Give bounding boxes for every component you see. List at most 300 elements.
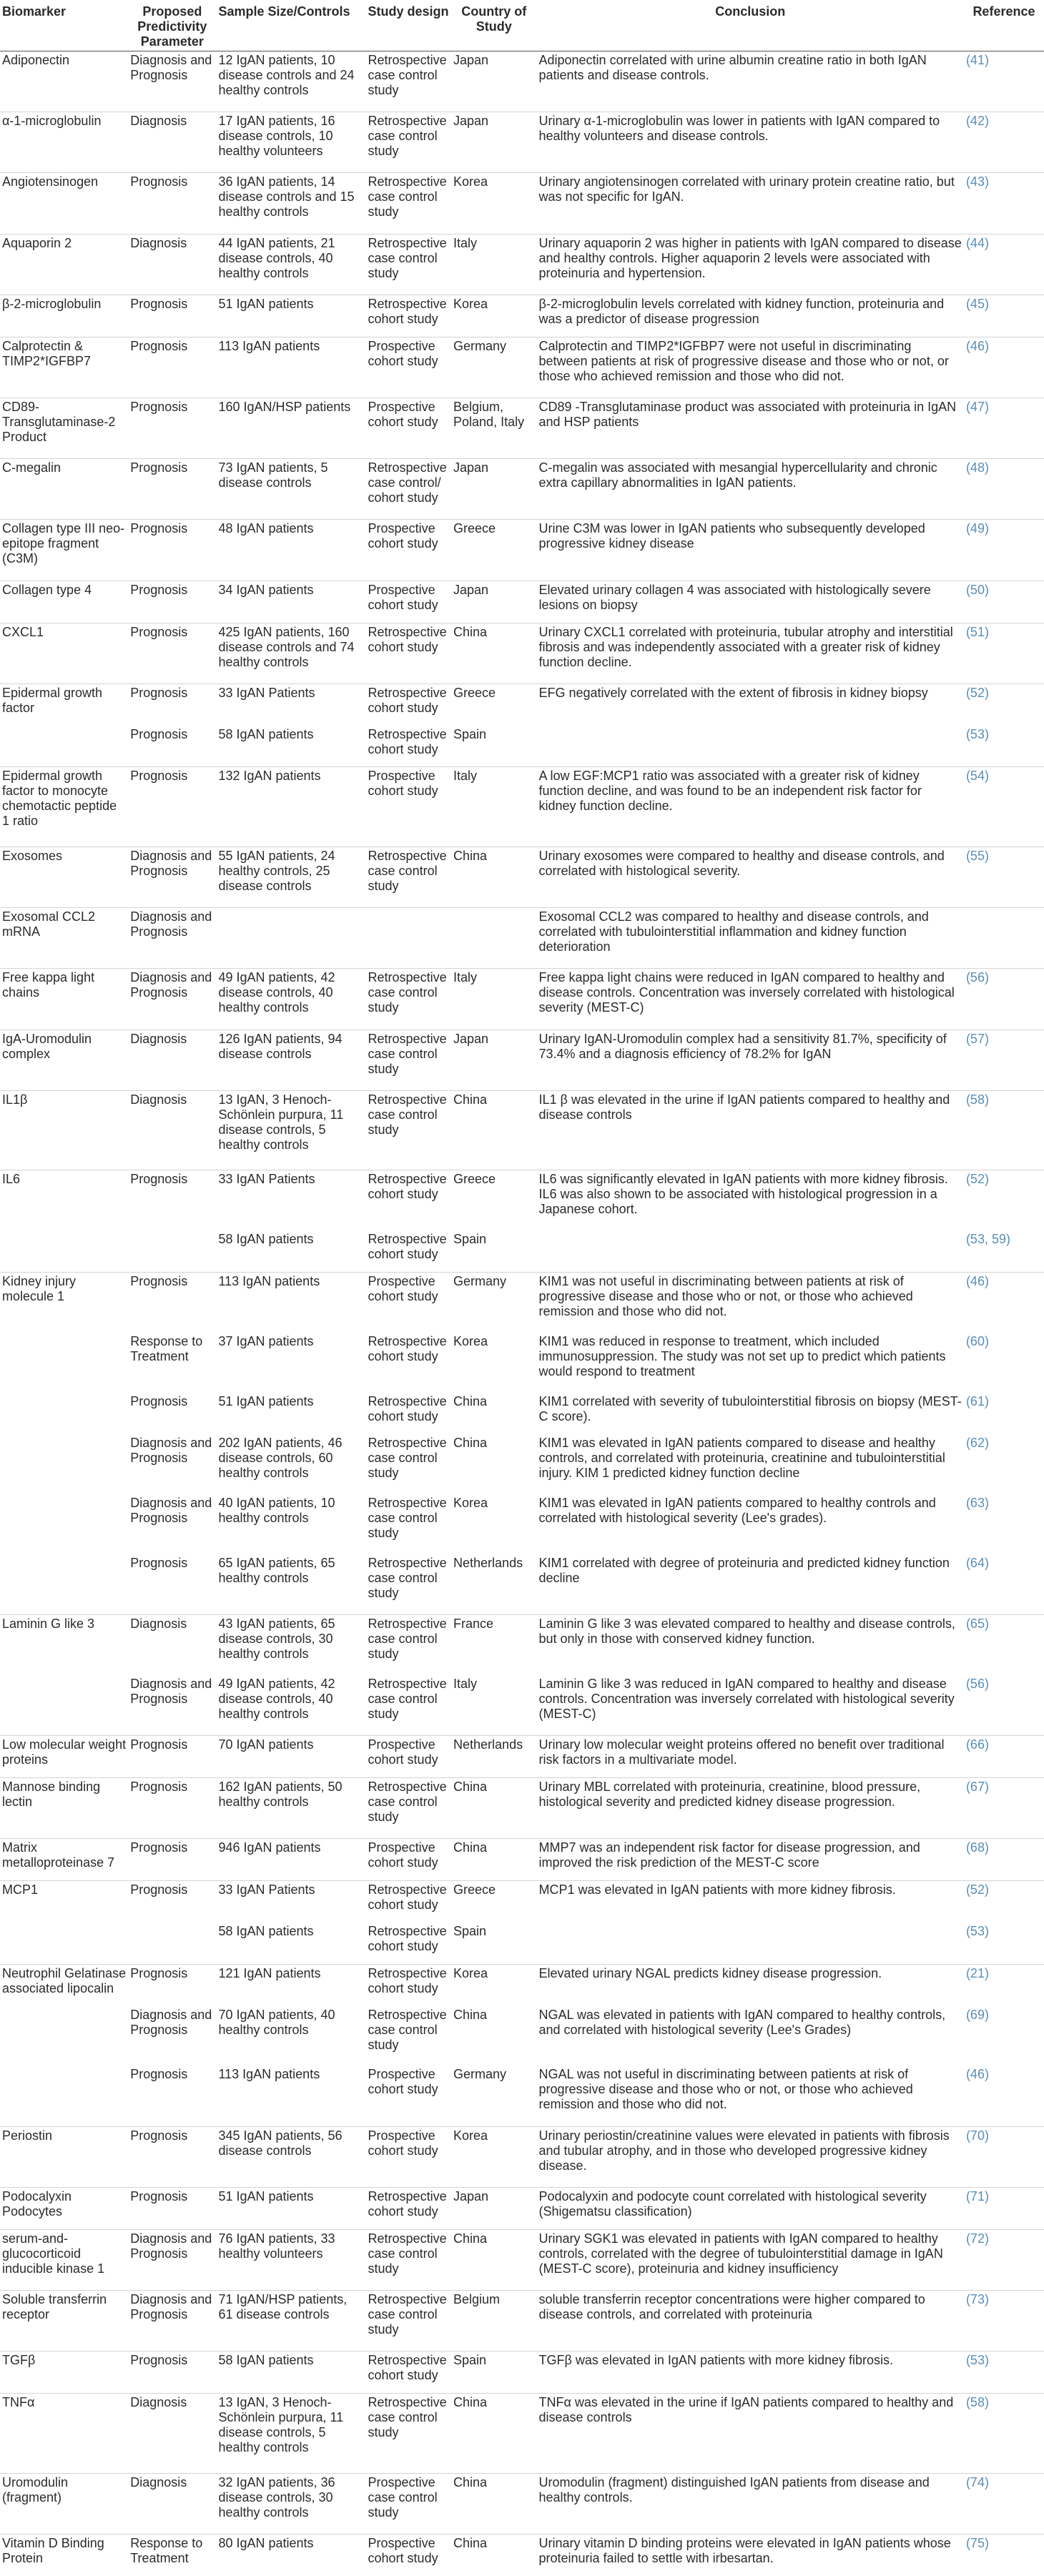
table-body xyxy=(0,51,1044,2576)
table-row xyxy=(0,2229,1044,2290)
cell-reference: (52) xyxy=(965,1882,989,1898)
cell-sample: 49 IgAN patients, 42 disease controls, 40 healthy controls xyxy=(218,970,335,1015)
cell-conclusion: Laminin G like 3 was reduced in IgAN compared to healthy and disease controls. Concentration was inversely correlated with histological severity (MEST-C) xyxy=(538,1677,955,1722)
cell-design: Retrospective case control study xyxy=(368,2395,447,2440)
cell-reference: (46) xyxy=(965,2067,989,2082)
cell-biomarker: CXCL1 xyxy=(2,624,44,639)
table-row xyxy=(0,1881,1044,1923)
cell-sample: 55 IgAN patients, 24 healthy controls, 25 disease controls xyxy=(218,848,335,893)
cell-biomarker xyxy=(0,1494,128,1554)
cell-param: Diagnosis and Prognosis xyxy=(130,1435,212,1465)
cell-reference: (54) xyxy=(965,769,989,784)
cell-biomarker: C-megalin xyxy=(2,460,61,475)
cell-biomarker: Mannose binding lectin xyxy=(2,1780,101,1810)
cell-country: Japan xyxy=(453,53,489,67)
cell-design: Retrospective cohort study xyxy=(368,1965,447,1995)
cell-reference: (56) xyxy=(965,1677,989,1692)
cell-conclusion: NGAL was not useful in discriminating between patients at risk of progressive disease and those who or not, or those who achieved remission and those who did not. xyxy=(538,2067,913,2112)
cell-design xyxy=(366,908,451,969)
cell-biomarker: Exosomes xyxy=(2,848,63,863)
table-row xyxy=(0,581,1044,623)
cell-design: Retrospective case control study xyxy=(368,1616,447,1661)
cell-design: Prospective cohort study xyxy=(368,2128,438,2158)
cell-sample: 40 IgAN patients, 10 healthy controls xyxy=(218,1495,335,1525)
cell-param: Prognosis xyxy=(130,1965,188,1980)
cell-conclusion: Urinary aquaporin 2 was higher in patients with IgAN compared to disease and healthy controls. Higher aquaporin 2 levels were associated with proteinuria and hypertension. xyxy=(538,235,962,280)
cell-reference xyxy=(964,908,1044,969)
cell-design: Retrospective case control study xyxy=(368,1555,447,1600)
cell-conclusion: Free kappa light chains were reduced in IgAN compared to healthy and disease controls. Concentration was inversely correlated with histological severity (MEST-C) xyxy=(538,970,955,1015)
cell-reference: (58) xyxy=(965,1092,989,1107)
cell-biomarker: Free kappa light chains xyxy=(2,970,95,1000)
cell-conclusion xyxy=(537,1230,964,1272)
cell-country: Spain xyxy=(453,1232,487,1247)
cell-sample: 162 IgAN patients, 50 healthy controls xyxy=(218,1780,343,1810)
table-row xyxy=(0,1393,1044,1434)
cell-biomarker: Neutrophil Gelatinase associated lipocalin xyxy=(2,1965,127,1995)
cell-design: Prospective cohort study xyxy=(368,582,438,612)
cell-biomarker: Epidermal growth factor to monocyte chemotactic peptide 1 ratio xyxy=(2,769,117,829)
cell-design: Retrospective case control study xyxy=(368,114,447,159)
cell-param: Diagnosis xyxy=(130,114,187,129)
cell-reference: (66) xyxy=(965,1737,989,1752)
cell-conclusion: IL6 was significantly elevated in IgAN patients with more kidney fibrosis. IL6 was also shown to be associated with histological progression in a Japanese cohort. xyxy=(538,1172,948,1217)
cell-design: Retrospective case control/ cohort study xyxy=(368,460,447,505)
table-row xyxy=(0,969,1044,1030)
cell-param: Prognosis xyxy=(130,521,188,536)
cell-param: Diagnosis and Prognosis xyxy=(130,2291,212,2321)
cell-design: Retrospective case control study xyxy=(368,1435,447,1480)
cell-sample: 80 IgAN patients xyxy=(218,2535,314,2550)
cell-reference: (63) xyxy=(965,1495,989,1510)
cell-sample: 121 IgAN patients xyxy=(218,1965,321,1980)
cell-conclusion: Elevated urinary NGAL predicts kidney disease progression. xyxy=(538,1965,882,1980)
cell-country: Korea xyxy=(453,2128,488,2143)
cell-country: Japan xyxy=(453,2188,489,2204)
cell-design: Prospective cohort study xyxy=(368,769,438,799)
cell-country: Korea xyxy=(453,296,488,311)
cell-biomarker: Matrix metalloproteinase 7 xyxy=(2,1840,115,1870)
table-row xyxy=(0,1230,1044,1272)
cell-conclusion: MMP7 was an independent risk factor for disease progression, and improved the risk prediction of the MEST-C score xyxy=(538,1840,920,1870)
cell-biomarker: IL1β xyxy=(2,1092,28,1107)
cell-reference: (47) xyxy=(965,400,989,414)
cell-sample: 345 IgAN patients, 56 disease controls xyxy=(218,2128,343,2158)
cell-param: Diagnosis xyxy=(130,1092,187,1107)
cell-conclusion: KIM1 was elevated in IgAN patients compared to healthy controls and correlated with histological severity (Lee's grades). xyxy=(538,1495,936,1525)
header-biomarker: Biomarker xyxy=(2,4,67,19)
cell-param: Diagnosis and Prognosis xyxy=(130,53,212,82)
cell-country: Spain xyxy=(453,726,487,741)
cell-country xyxy=(451,908,536,969)
table-row xyxy=(0,337,1044,398)
cell-reference: (55) xyxy=(965,848,989,863)
cell-reference: (74) xyxy=(965,2474,989,2489)
cell-reference: (21) xyxy=(965,1965,989,1980)
cell-conclusion: Urinary IgAN-Uromodulin complex had a sensitivity 81.7%, specificity of 73.4% and a diagnosis efficiency of 78.2% for IgAN xyxy=(538,1031,947,1061)
cell-reference: (53) xyxy=(965,726,989,741)
cell-param: Prognosis xyxy=(130,1780,188,1795)
cell-biomarker: Angiotensinogen xyxy=(2,174,99,189)
cell-param xyxy=(128,1230,216,1272)
cell-sample: 17 IgAN patients, 16 disease controls, 10 healthy volunteers xyxy=(218,114,335,159)
cell-sample: 32 IgAN patients, 36 disease controls, 30 healthy controls xyxy=(218,2474,335,2520)
cell-reference: (44) xyxy=(965,235,989,250)
cell-design: Retrospective cohort study xyxy=(368,1334,447,1364)
cell-conclusion: MCP1 was elevated in IgAN patients with more kidney fibrosis. xyxy=(538,1882,896,1898)
table-row xyxy=(0,1964,1044,2005)
cell-country: China xyxy=(453,848,488,863)
cell-param: Prognosis xyxy=(130,460,188,475)
cell-sample: 65 IgAN patients, 65 healthy controls xyxy=(218,1555,335,1585)
cell-param: Prognosis xyxy=(130,2353,188,2368)
cell-reference: (57) xyxy=(965,1031,989,1046)
cell-design: Retrospective cohort study xyxy=(368,296,447,326)
cell-biomarker xyxy=(0,1675,128,1736)
cell-country: Korea xyxy=(453,1334,488,1349)
table-row xyxy=(0,726,1044,767)
cell-biomarker xyxy=(0,2006,128,2066)
cell-sample: 33 IgAN Patients xyxy=(218,685,315,700)
table-row xyxy=(0,1736,1044,1778)
cell-reference: (46) xyxy=(965,1274,989,1289)
cell-country: China xyxy=(453,1394,488,1409)
cell-param: Prognosis xyxy=(130,1882,188,1898)
cell-design: Retrospective case control study xyxy=(368,1092,447,1137)
cell-country: China xyxy=(453,2474,488,2489)
cell-sample: 113 IgAN patients xyxy=(218,338,320,353)
cell-design: Retrospective case control study xyxy=(368,235,447,280)
cell-param: Diagnosis and Prognosis xyxy=(130,2231,212,2261)
cell-param: Response to Treatment xyxy=(130,1334,203,1364)
cell-design: Retrospective case control study xyxy=(368,848,447,893)
cell-reference: (49) xyxy=(965,521,989,536)
cell-reference: (72) xyxy=(965,2231,989,2246)
cell-sample: 33 IgAN Patients xyxy=(218,1882,315,1898)
cell-param: Prognosis xyxy=(130,400,188,414)
header-conclusion: Conclusion xyxy=(715,4,786,19)
cell-reference: (64) xyxy=(965,1555,989,1570)
cell-reference: (41) xyxy=(965,53,989,67)
cell-conclusion: C-megalin was associated with mesangial hypercellularity and chronic extra capillary abnormalities in IgAN patients. xyxy=(538,460,937,490)
cell-design: Prospective cohort study xyxy=(368,2535,438,2565)
cell-country: Korea xyxy=(453,1965,488,1980)
cell-conclusion: Uromodulin (fragment) distinguished IgAN patients from disease and healthy controls. xyxy=(538,2474,930,2505)
table-row xyxy=(0,2534,1044,2576)
cell-country: China xyxy=(453,2395,488,2410)
cell-param: Prognosis xyxy=(130,2067,188,2082)
table-row xyxy=(0,459,1044,520)
cell-design: Retrospective cohort study xyxy=(368,2188,447,2219)
cell-reference: (71) xyxy=(965,2188,989,2204)
cell-sample: 43 IgAN patients, 65 disease controls, 30 healthy controls xyxy=(218,1616,335,1661)
table-row xyxy=(0,51,1044,112)
cell-biomarker: Collagen type III neo-epitope fragment (C3M) xyxy=(2,521,125,566)
cell-sample: 36 IgAN patients, 14 disease controls and 15 healthy controls xyxy=(218,174,355,219)
cell-sample: 51 IgAN patients xyxy=(218,2188,314,2204)
cell-conclusion: β-2-microglobulin levels correlated with kidney function, proteinuria and was a predictor of disease progression xyxy=(538,296,945,326)
cell-country: Italy xyxy=(453,235,478,250)
cell-sample: 76 IgAN patients, 33 healthy volunteers xyxy=(218,2231,335,2261)
table-row xyxy=(0,173,1044,234)
cell-conclusion: Laminin G like 3 was elevated compared to healthy and disease controls, but only in those with conserved kidney function. xyxy=(538,1616,955,1646)
cell-design: Retrospective cohort study xyxy=(368,2353,447,2383)
cell-country: China xyxy=(453,1780,488,1795)
cell-sample: 33 IgAN Patients xyxy=(218,1172,315,1187)
cell-biomarker xyxy=(0,1230,128,1272)
cell-conclusion: soluble transferrin receptor concentrations were higher compared to disease controls, and correlated with proteinuria xyxy=(538,2291,925,2321)
table-row xyxy=(0,1554,1044,1615)
cell-country: Italy xyxy=(453,769,478,784)
cell-country: Italy xyxy=(453,970,478,985)
cell-country: France xyxy=(453,1616,494,1631)
table-row xyxy=(0,2006,1044,2066)
cell-sample: 113 IgAN patients xyxy=(218,2067,320,2082)
cell-conclusion: CD89 -Transglutaminase product was associated with proteinuria in IgAN and HSP patients xyxy=(538,400,957,429)
cell-biomarker: α-1-microglobulin xyxy=(2,114,102,129)
cell-conclusion: Urinary MBL correlated with proteinuria, creatinine, blood pressure, histological severity and predicted kidney disease progression. xyxy=(538,1780,921,1810)
cell-param: Diagnosis xyxy=(130,2474,187,2489)
cell-design: Retrospective cohort study xyxy=(368,726,447,756)
cell-param: Diagnosis xyxy=(130,1031,187,1046)
cell-design: Prospective cohort study xyxy=(368,2067,438,2097)
cell-sample: 425 IgAN patients, 160 disease controls and 74 healthy controls xyxy=(218,624,355,669)
cell-reference: (45) xyxy=(965,296,989,311)
cell-param: Diagnosis and Prognosis xyxy=(130,1677,212,1707)
cell-reference: (52) xyxy=(965,685,989,700)
cell-conclusion: Urinary exosomes were compared to healthy and disease controls, and correlated with histological severity. xyxy=(538,848,945,878)
cell-biomarker: Soluble transferrin receptor xyxy=(2,2291,107,2321)
cell-sample: 51 IgAN patients xyxy=(218,296,314,311)
cell-param: Prognosis xyxy=(130,174,188,189)
cell-reference: (56) xyxy=(965,970,989,985)
cell-country: Japan xyxy=(453,460,489,475)
cell-param: Diagnosis and Prognosis xyxy=(130,909,212,939)
table-row xyxy=(0,2066,1044,2126)
cell-reference: (53) xyxy=(965,2353,989,2368)
cell-country: Netherlands xyxy=(453,1555,523,1570)
table-row xyxy=(0,2187,1044,2229)
cell-design: Prospective case control study xyxy=(368,2474,438,2520)
cell-conclusion: Adiponectin correlated with urine albumin creatine ratio in both IgAN patients and disease controls. xyxy=(538,53,927,82)
cell-design: Retrospective case control study xyxy=(368,2231,447,2276)
table-header xyxy=(0,0,1044,51)
table-row xyxy=(0,908,1044,969)
cell-param: Diagnosis and Prognosis xyxy=(130,2007,212,2037)
cell-conclusion: KIM1 correlated with degree of proteinuria and predicted kidney function decline xyxy=(538,1555,950,1585)
cell-conclusion: Urine C3M was lower in IgAN patients who subsequently developed progressive kidney disease xyxy=(538,521,925,551)
cell-param xyxy=(128,1923,216,1964)
cell-biomarker: CD89-Transglutaminase-2 Product xyxy=(2,400,116,444)
cell-design: Prospective cohort study xyxy=(368,521,438,551)
cell-sample: 49 IgAN patients, 42 disease controls, 40 healthy controls xyxy=(218,1677,335,1722)
cell-param: Prognosis xyxy=(130,1172,188,1187)
cell-reference: (43) xyxy=(965,174,989,189)
cell-sample: 126 IgAN patients, 94 disease controls xyxy=(218,1031,343,1061)
cell-param: Prognosis xyxy=(130,726,188,741)
cell-biomarker xyxy=(0,726,128,767)
cell-param: Prognosis xyxy=(130,2128,188,2143)
cell-reference: (69) xyxy=(965,2007,989,2022)
cell-param: Diagnosis and Prognosis xyxy=(130,970,212,1000)
cell-reference: (75) xyxy=(965,2535,989,2550)
cell-sample: 48 IgAN patients xyxy=(218,521,314,536)
cell-reference: (50) xyxy=(965,582,989,597)
cell-design: Prospective cohort study xyxy=(368,1840,438,1870)
cell-country: Germany xyxy=(453,2067,507,2082)
table-row xyxy=(0,1923,1044,1964)
cell-sample: 160 IgAN/HSP patients xyxy=(218,400,351,414)
cell-biomarker xyxy=(0,2066,128,2126)
cell-sample: 13 IgAN, 3 Henoch-Schönlein purpura, 11 disease controls, 5 healthy controls xyxy=(218,2395,344,2455)
cell-param: Prognosis xyxy=(130,1840,188,1855)
table-row xyxy=(0,398,1044,459)
cell-sample: 113 IgAN patients xyxy=(218,1274,320,1289)
cell-sample: 132 IgAN patients xyxy=(218,769,321,784)
table-row xyxy=(0,2394,1044,2474)
cell-country: China xyxy=(453,1092,488,1107)
cell-country: Japan xyxy=(453,1031,489,1046)
cell-design: Retrospective case control study xyxy=(368,1031,447,1076)
cell-conclusion: KIM1 was reduced in response to treatment, which included immunosuppression. The study was not set up to predict which patients would respond to treatment xyxy=(538,1334,946,1379)
cell-biomarker xyxy=(0,1923,128,1964)
cell-param: Diagnosis xyxy=(130,235,187,250)
cell-biomarker xyxy=(0,1554,128,1615)
cell-param: Prognosis xyxy=(130,338,188,353)
cell-reference: (52) xyxy=(965,1172,989,1187)
cell-biomarker xyxy=(0,1393,128,1434)
cell-biomarker: Periostin xyxy=(2,2128,53,2143)
cell-country: China xyxy=(453,2007,488,2022)
cell-biomarker: Kidney injury molecule 1 xyxy=(2,1274,77,1304)
cell-reference: (68) xyxy=(965,1840,989,1855)
cell-design: Prospective cohort study xyxy=(368,338,438,368)
table-row xyxy=(0,2352,1044,2394)
cell-conclusion: Exosomal CCL2 was compared to healthy and disease controls, and correlated with tubulointerstitial inflammation and kidney function deterioration xyxy=(538,909,929,954)
cell-biomarker xyxy=(0,1333,128,1393)
cell-reference: (58) xyxy=(965,2395,989,2410)
cell-sample: 70 IgAN patients, 40 healthy controls xyxy=(218,2007,335,2037)
cell-reference: (53) xyxy=(965,1923,989,1938)
cell-param: Prognosis xyxy=(130,582,188,597)
cell-sample: 202 IgAN patients, 46 disease controls, 60 healthy controls xyxy=(218,1435,343,1480)
cell-conclusion: EFG negatively correlated with the extent of fibrosis in kidney biopsy xyxy=(538,685,928,700)
cell-param: Diagnosis xyxy=(130,2395,187,2410)
cell-country: Italy xyxy=(453,1677,478,1692)
cell-conclusion: A low EGF:MCP1 ratio was associated with a greater risk of kidney function decline, and was found to be an independent risk factor for kidney function decline. xyxy=(538,769,922,814)
cell-country: China xyxy=(453,624,488,639)
cell-biomarker: Aquaporin 2 xyxy=(2,235,72,250)
cell-country: Japan xyxy=(453,114,489,129)
cell-biomarker: Laminin G like 3 xyxy=(2,1616,95,1631)
cell-sample: 51 IgAN patients xyxy=(218,1394,314,1409)
cell-sample: 946 IgAN patients xyxy=(218,1840,321,1855)
cell-conclusion: KIM1 was not useful in discriminating between patients at risk of progressive disease and those who or not, or those who achieved remission and those who did not. xyxy=(538,1274,913,1319)
cell-country: Greece xyxy=(453,685,496,700)
cell-conclusion: Urinary CXCL1 correlated with proteinuria, tubular atrophy and interstitial fibrosis and was independently associated with a greater risk of kidney function decline. xyxy=(538,624,953,669)
cell-biomarker: Epidermal growth factor xyxy=(2,685,103,715)
table-row xyxy=(0,112,1044,173)
cell-reference: (67) xyxy=(965,1780,989,1795)
header-sample: Sample Size/Controls xyxy=(218,4,350,19)
table-row xyxy=(0,1090,1044,1170)
cell-param: Prognosis xyxy=(130,1274,188,1289)
cell-design: Retrospective case control study xyxy=(368,2291,447,2336)
cell-country: China xyxy=(453,1840,488,1855)
cell-sample: 73 IgAN patients, 5 disease controls xyxy=(218,460,328,490)
cell-sample: 58 IgAN patients xyxy=(218,726,314,741)
header-design: Study design xyxy=(368,4,449,19)
table-row xyxy=(0,767,1044,847)
table-row xyxy=(0,295,1044,337)
cell-conclusion: Urinary vitamin D binding proteins were elevated in IgAN patients whose proteinuria failed to settle with irbesartan. xyxy=(538,2535,951,2565)
cell-biomarker: β-2-microglobulin xyxy=(2,296,102,311)
cell-sample: 13 IgAN, 3 Henoch-Schönlein purpura, 11 disease controls, 5 healthy controls xyxy=(218,1092,344,1152)
cell-biomarker: Calprotectin & TIMP2*IGFBP7 xyxy=(2,338,92,368)
cell-conclusion: TGFβ was elevated in IgAN patients with more kidney fibrosis. xyxy=(538,2353,894,2368)
cell-conclusion: Elevated urinary collagen 4 was associated with histologically severe lesions on biopsy xyxy=(538,582,931,612)
cell-sample: 37 IgAN patients xyxy=(218,1334,314,1349)
header-param: Proposed Predictivity Parameter xyxy=(137,4,207,49)
cell-biomarker: Adiponectin xyxy=(2,53,70,67)
cell-design: Retrospective cohort study xyxy=(368,1923,447,1953)
cell-country: Netherlands xyxy=(453,1737,523,1752)
table-row xyxy=(0,2290,1044,2351)
table-row xyxy=(0,1030,1044,1090)
cell-country: Korea xyxy=(453,174,488,189)
cell-design: Prospective cohort study xyxy=(368,1737,438,1767)
cell-country: Greece xyxy=(453,521,496,536)
cell-country: Spain xyxy=(453,2353,487,2368)
cell-param: Diagnosis and Prognosis xyxy=(130,848,212,878)
cell-biomarker: MCP1 xyxy=(2,1882,39,1898)
cell-conclusion: KIM1 correlated with severity of tubulointerstitial fibrosis on biopsy (MEST-C score). xyxy=(538,1394,962,1424)
cell-country: China xyxy=(453,2231,488,2246)
cell-design: Prospective cohort study xyxy=(368,400,438,429)
table-row xyxy=(0,1170,1044,1231)
cell-country: Belgium xyxy=(453,2291,501,2306)
cell-biomarker: IgA-Uromodulin complex xyxy=(2,1031,92,1061)
cell-sample: 71 IgAN/HSP patients, 61 disease controls xyxy=(218,2291,348,2321)
table-row xyxy=(0,1614,1044,1675)
cell-design: Retrospective cohort study xyxy=(368,1232,447,1262)
cell-design: Retrospective cohort study xyxy=(368,1882,447,1913)
cell-country: Japan xyxy=(453,582,489,597)
cell-biomarker xyxy=(0,1434,128,1494)
cell-param: Diagnosis and Prognosis xyxy=(130,1495,212,1525)
cell-country: China xyxy=(453,2535,488,2550)
cell-reference: (53, 59) xyxy=(965,1232,1010,1247)
cell-design: Retrospective case control study xyxy=(368,1780,447,1825)
cell-biomarker: Collagen type 4 xyxy=(2,582,92,597)
cell-sample: 58 IgAN patients xyxy=(218,1923,314,1938)
table-row xyxy=(0,1675,1044,1736)
cell-reference: (42) xyxy=(965,114,989,129)
cell-biomarker: Vitamin D Binding Protein xyxy=(2,2535,104,2565)
cell-conclusion: Urinary low molecular weight proteins offered no benefit over traditional risk factors in a multivariate model. xyxy=(538,1737,945,1767)
cell-sample: 58 IgAN patients xyxy=(218,2353,314,2368)
table-row xyxy=(0,520,1044,581)
cell-conclusion: Urinary α-1-microglobulin was lower in patients with IgAN compared to healthy volunteers and disease controls. xyxy=(538,114,940,144)
cell-design: Retrospective case control study xyxy=(368,970,447,1015)
cell-country: Greece xyxy=(453,1172,496,1187)
table-row xyxy=(0,1333,1044,1393)
cell-biomarker: Uromodulin (fragment) xyxy=(2,2474,69,2505)
table-row xyxy=(0,1434,1044,1494)
cell-country: Germany xyxy=(453,338,507,353)
cell-param: Prognosis xyxy=(130,296,188,311)
table-row xyxy=(0,1494,1044,1554)
